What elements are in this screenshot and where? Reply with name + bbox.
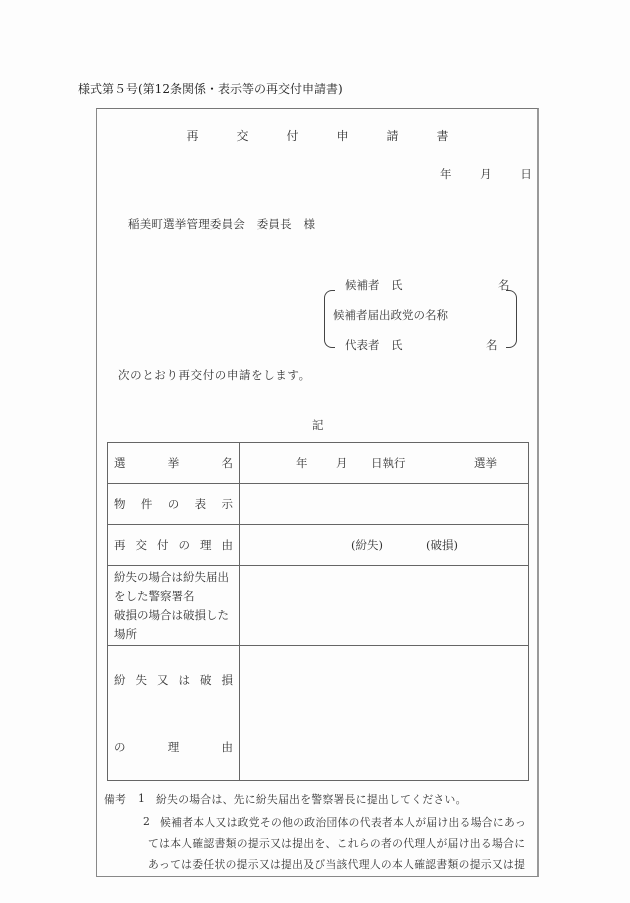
date-field[interactable] xyxy=(440,166,532,182)
label-char: 示 xyxy=(221,497,233,511)
table-row-loss-damage-reason xyxy=(108,646,529,781)
representative-name-label: 代表者 氏 xyxy=(345,338,403,352)
note-1-text: 紛失の場合は、先に紛失届出を警察署長に提出してください。 xyxy=(156,793,467,806)
label-election-name xyxy=(108,443,240,484)
label-char: 理 xyxy=(167,739,180,754)
value-election-name[interactable] xyxy=(240,443,529,484)
table-row-item-display xyxy=(108,484,529,525)
label-char: 再 xyxy=(114,538,126,552)
option-damaged[interactable]: (破損) xyxy=(426,538,458,552)
label-char: 交 xyxy=(135,538,147,552)
month-label: 月 xyxy=(336,456,348,470)
title-char: 交 xyxy=(236,129,249,143)
label-char: 又 xyxy=(157,672,169,687)
label-char: の xyxy=(114,739,126,754)
label-char: 損 xyxy=(221,672,233,687)
election-suffix-label: 選挙 xyxy=(474,456,497,470)
label-char: 破 xyxy=(200,672,212,687)
note-2-line-1: 候補者本人又は政党その他の政治団体の代表者本人が届け出る場合にあっ xyxy=(160,816,527,829)
value-loss-damage-reason[interactable] xyxy=(240,646,529,781)
date-year-label: 年 xyxy=(440,167,452,181)
label-char: 表 xyxy=(194,497,207,511)
candidate-name-suffix: 名 xyxy=(498,278,510,292)
label-char: 紛 xyxy=(114,672,126,687)
label-char: 失 xyxy=(135,672,147,687)
party-name-label: 候補者届出政党の名称 xyxy=(333,308,448,322)
value-police-or-place[interactable] xyxy=(240,566,529,646)
ki-heading: 記 xyxy=(312,418,324,432)
label-line: 破損の場合は破損した xyxy=(114,607,229,622)
table-row-election-name xyxy=(108,443,529,484)
label-char: 物 xyxy=(114,497,126,511)
title-char: 付 xyxy=(286,129,299,143)
label-char: 由 xyxy=(221,739,233,754)
table-row-reissue-reason xyxy=(108,525,529,566)
label-line: をした警察署名 xyxy=(114,588,195,603)
label-reissue-reason xyxy=(108,525,240,566)
note-2-line-2: ては本人確認書類の提示又は提出を、これらの者の代理人が届け出る場合に xyxy=(148,837,526,850)
form-number-label: 様式第５号(第12条関係・表示等の再交付申請書) xyxy=(78,82,343,96)
right-bracket xyxy=(506,290,517,348)
label-char: 件 xyxy=(140,497,153,511)
note-1-number: 1 xyxy=(138,792,146,805)
label-char: 理 xyxy=(200,538,212,552)
title-char: 再 xyxy=(186,129,199,143)
option-lost[interactable]: (紛失) xyxy=(351,538,383,552)
label-char: 選 xyxy=(114,456,126,470)
label-char: の xyxy=(178,538,190,552)
value-reissue-reason[interactable] xyxy=(240,525,529,566)
label-char: 挙 xyxy=(167,456,180,470)
label-char: 名 xyxy=(221,456,233,470)
label-police-or-place xyxy=(108,566,240,646)
candidate-name-label: 候補者 氏 xyxy=(345,278,403,292)
label-char: 付 xyxy=(157,538,169,552)
date-day-label: 日 xyxy=(520,167,532,181)
label-char: は xyxy=(178,672,190,687)
title-char: 請 xyxy=(386,129,399,143)
note-2-line-3: あっては委任状の提示又は提出及び当該代理人の本人確認書類の提示又は提 xyxy=(148,858,526,871)
label-char: の xyxy=(167,497,180,511)
notes-heading: 備考 xyxy=(104,793,127,806)
document-title xyxy=(96,127,539,144)
date-month-label: 月 xyxy=(480,167,492,181)
addressee: 稲美町選挙管理委員会 委員長 様 xyxy=(128,217,316,231)
value-item-display[interactable] xyxy=(240,484,529,525)
title-char: 書 xyxy=(436,129,449,143)
note-2-number: 2 xyxy=(143,815,151,828)
label-line: 場所 xyxy=(114,626,137,641)
label-item-display xyxy=(108,484,240,525)
day-executed-label: 日執行 xyxy=(371,456,406,470)
label-char: 由 xyxy=(221,538,233,552)
intro-text: 次のとおり再交付の申請をします。 xyxy=(118,368,311,382)
year-label: 年 xyxy=(296,456,308,470)
representative-name-suffix: 名 xyxy=(486,338,498,352)
application-table xyxy=(107,442,529,781)
title-char: 申 xyxy=(336,129,349,143)
label-loss-damage-reason xyxy=(108,646,240,781)
label-line: 紛失の場合は紛失届出 xyxy=(114,569,229,584)
table-row-police-or-place xyxy=(108,566,529,646)
